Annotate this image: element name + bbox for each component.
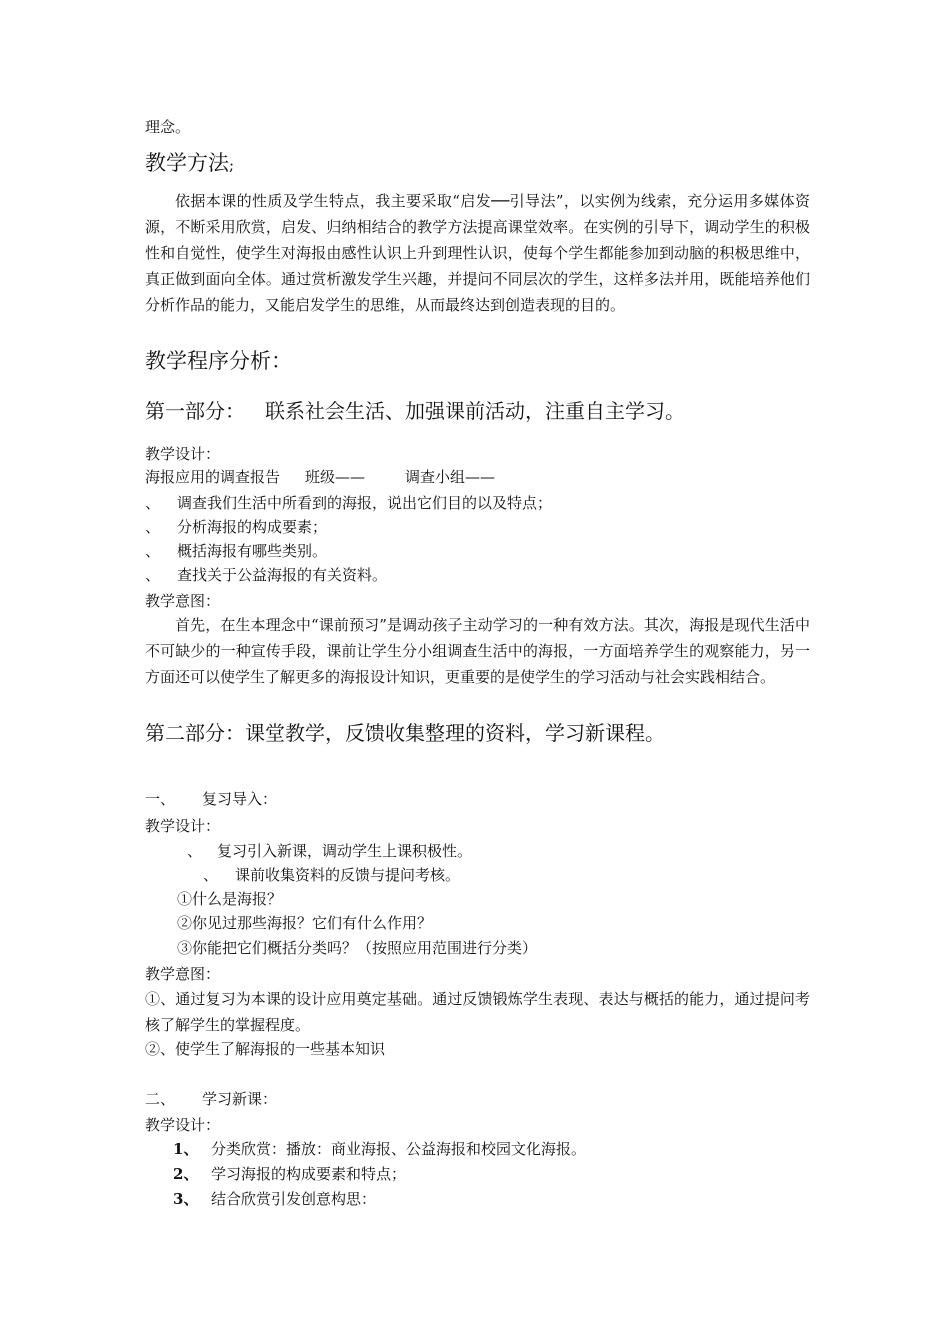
list-item: [145, 490, 552, 516]
list-item-text: 调查我们生活中所看到的海报，说出它们目的以及特点；: [177, 494, 553, 512]
question-item: ②你见过那些海报？它们有什么作用？: [177, 914, 433, 932]
heading-punct: ;: [229, 156, 235, 174]
list-item-text: 课前收集资料的反馈与提问考核。: [235, 866, 461, 884]
list-mark: 、: [145, 518, 161, 536]
numbered-item: [173, 1186, 376, 1212]
list-item-text: 复习引入新课，调动学生上课积极性。: [217, 842, 473, 860]
list-item: [203, 862, 460, 888]
survey-line: [145, 464, 495, 490]
part-label: 第一部分：: [145, 399, 245, 423]
question-item: ③你能把它们概括分类吗？（按照应用范围进行分类）: [177, 939, 538, 957]
label-design: 教学设计：: [145, 817, 221, 835]
part-title: 联系社会生活、加强课前活动，注重自主学习。: [265, 399, 685, 423]
list-mark: 、: [145, 494, 161, 512]
section-title: 学习新课：: [202, 1090, 278, 1108]
section-heading-new-lesson: [145, 1086, 277, 1112]
list-mark: 、: [187, 842, 203, 860]
heading-part-two: 第二部分：课堂教学，反馈收集整理的资料，学习新课程。: [145, 721, 665, 745]
list-mark: 、: [145, 542, 161, 560]
paragraph-intent-2: ②、使学生了解海报的一些基本知识: [145, 1040, 386, 1058]
item-text: 分类欣赏：播放：商业海报、公益海报和校园文化海报。: [211, 1140, 587, 1158]
heading-part-one: [145, 396, 685, 426]
heading-teaching-method: [145, 148, 234, 180]
list-item: [145, 538, 327, 564]
list-item-text: 分析海报的构成要素；: [177, 518, 328, 536]
list-mark: 、: [203, 866, 219, 884]
label-design: 教学设计：: [145, 445, 221, 463]
section-number: 二、: [145, 1090, 176, 1108]
label-intent: 教学意图：: [145, 965, 221, 983]
section-heading-review: [145, 786, 277, 812]
paragraph-method: 依据本课的性质及学生特点，我主要采取“启发──引导法”，以实例为线索，充分运用多媒体资源，不断采用欣赏，启发、归纳相结合的教学方法提高课堂效率。在实例的引导下，调动学生的积极性和自觉性，使学生对海报由感性认识上升到理性认识，使每个学生都能参加到动脑的积极思维中，真正做到面向全体。通过赏析激发学生兴趣，并提问不同层次的学生，这样多法并用，既能培养他们分析作品的能力，又能启发学生的思维，从而最终达到创造表现的目的。: [145, 192, 810, 314]
list-item: [145, 514, 327, 540]
list-mark: 、: [145, 566, 161, 584]
item-text: 学习海报的构成要素和特点；: [211, 1165, 407, 1183]
item-text: 结合欣赏引发创意构思：: [211, 1190, 377, 1208]
list-item: [145, 562, 387, 588]
list-item-text: 概括海报有哪些类别。: [177, 542, 328, 560]
numbered-item: [173, 1136, 586, 1162]
section-number: 一、: [145, 790, 176, 808]
heading-text: 教学方法: [145, 151, 229, 175]
survey-group: 调查小组——: [405, 468, 496, 486]
item-number: 3、: [173, 1190, 199, 1208]
list-item: [187, 838, 472, 864]
text-line: 理念。: [145, 118, 191, 136]
label-design: 教学设计：: [145, 1116, 221, 1134]
item-number: 2、: [173, 1165, 199, 1183]
paragraph-intent-1: ①、通过复习为本课的设计应用奠定基础。通过反馈锻炼学生表现、表达与概括的能力，通过提问考核了解学生的掌握程度。: [145, 990, 810, 1034]
label-intent: 教学意图：: [145, 592, 221, 610]
heading-program-analysis: 教学程序分析：: [145, 349, 292, 373]
numbered-item: [173, 1161, 406, 1187]
section-title: 复习导入：: [202, 790, 278, 808]
paragraph-intent: 首先，在生本理念中“课前预习”是调动孩子主动学习的一种有效方法。其次，海报是现代生活中不可缺少的一种宣传手段，课前让学生分小组调查生活中的海报，一方面培养学生的观察能力，另一方面还可以使学生了解更多的海报设计知识，更重要的是使学生的学习活动与社会实践相结合。: [145, 616, 810, 686]
question-item: ①什么是海报？: [177, 890, 283, 908]
survey-title: 海报应用的调查报告: [145, 468, 281, 486]
list-item-text: 查找关于公益海报的有关资料。: [177, 566, 388, 584]
survey-class: 班级——: [305, 468, 366, 486]
item-number: 1、: [173, 1140, 199, 1158]
